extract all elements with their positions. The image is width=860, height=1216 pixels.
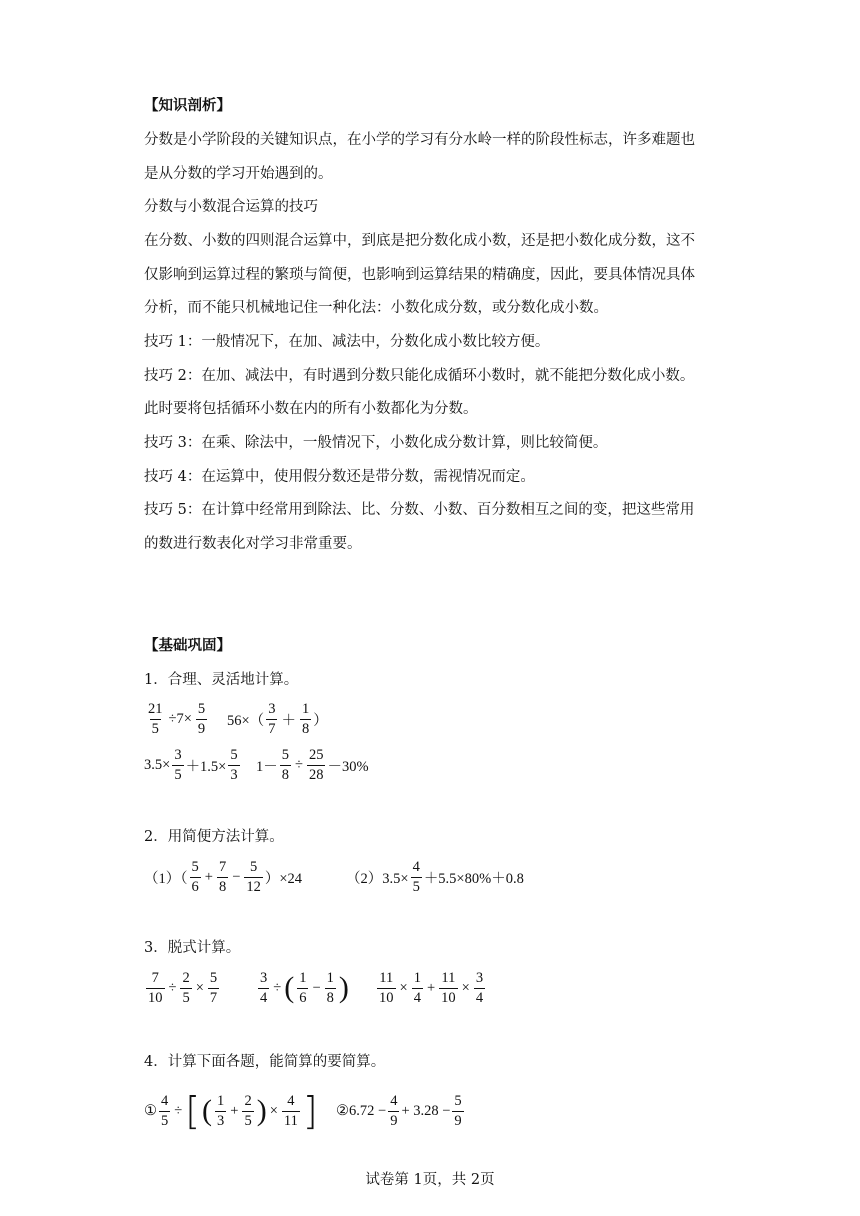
tip-line: 技巧 3：在乘、除法中，一般情况下，小数化成分数计算，则比较简便。 (144, 435, 608, 451)
left-bracket: [ (185, 1089, 201, 1133)
question-1: 1．合理、灵活地计算。 (144, 672, 299, 688)
left-paren: ( (202, 1094, 213, 1127)
q2-expression-2: （2）3.5× $\frac{4}{5}$ ＋5.5×80%＋0.8 (346, 859, 524, 895)
right-paren: ) (338, 971, 349, 1004)
q1-expression-a: $\frac{21}{5}$ ÷7× $\frac{5}{9}$ (148, 701, 206, 737)
tip-line: 的数进行数表化对学习非常重要。 (144, 536, 362, 552)
paragraph-line: 分析，而不能只机械地记住一种化法：小数化成分数，或分数化成小数。 (144, 300, 608, 316)
tip-line: 技巧 4：在运算中，使用假分数还是带分数，需视情况而定。 (144, 469, 535, 485)
q1-expression-c: 3.5× $\frac{3}{5}$ ＋1.5× $\frac{5}{3}$ (144, 747, 238, 783)
paragraph-line: 仅影响到运算过程的繁琐与简便，也影响到运算结果的精确度，因此，要具体情况具体 (144, 267, 695, 283)
q4-expression-1: ① $\frac{4}{5}$ ÷ [ ( $\frac{1}{3}$ + $\frac{2}{5}$ ) × $\frac{4}{11}$ ] (144, 1089, 318, 1133)
question-3: 3．脱式计算。 (144, 940, 241, 956)
paragraph-line: 分数是小学阶段的关键知识点，在小学的学习有分水岭一样的阶段性标志，许多难题也 (144, 132, 695, 148)
paragraph-line: 分数与小数混合运算的技巧 (144, 199, 318, 215)
paragraph-line: 是从分数的学习开始遇到的。 (144, 166, 333, 182)
tip-line: 技巧 2：在加、减法中，有时遇到分数只能化成循环小数时，就不能把分数化成小数。 (144, 368, 695, 384)
paragraph-line: 在分数、小数的四则混合运算中，到底是把分数化成小数，还是把小数化成分数，这不 (144, 233, 695, 249)
q3-expression-c: $\frac{11}{10}$ × $\frac{1}{4}$ + $\frac{11}{10}$ × $\frac{3}{4}$ (379, 970, 484, 1006)
page-footer: 试卷第 1页，共 2页 (365, 1172, 495, 1188)
right-paren: ) (256, 1094, 267, 1127)
question-4: 4．计算下面各题，能简算的要简算。 (144, 1054, 386, 1070)
q1-expression-b: 56×（ $\frac{3}{7}$ ＋ $\frac{1}{8}$ ） (227, 701, 328, 737)
tip-line: 技巧 1：一般情况下，在加、减法中，分数化成小数比较方便。 (144, 334, 550, 350)
section-title-knowledge: 【知识剖析】 (144, 97, 231, 114)
tip-line: 技巧 5：在计算中经常用到除法、比、分数、小数、百分数相互之间的变，把这些常用 (144, 502, 695, 518)
q1-expression-d: 1－ $\frac{5}{8}$ ÷ $\frac{25}{28}$ －30% (256, 747, 369, 783)
q3-expression-b: $\frac{3}{4}$ ÷ ( $\frac{1}{6}$ − $\frac{1}{8}$ ) (260, 970, 349, 1006)
question-2: 2．用简便方法计算。 (144, 829, 284, 845)
q4-expression-2: ② 6.72 − $\frac{4}{9}$ + 3.28 − $\frac{5}{9}$ (336, 1093, 462, 1129)
q2-expression-1: （1）（ $\frac{5}{6}$ + $\frac{7}{8}$ − $\frac{5}{12}$ ）×24 (144, 859, 303, 895)
section-title-basics: 【基础巩固】 (144, 637, 231, 654)
tip-line: 此时要将包括循环小数在内的所有小数都化为分数。 (144, 401, 478, 417)
q3-expression-a: $\frac{7}{10}$ ÷ $\frac{2}{5}$ × $\frac{5}{7}$ (148, 970, 218, 1006)
right-bracket: ] (302, 1089, 318, 1133)
left-paren: ( (284, 971, 295, 1004)
